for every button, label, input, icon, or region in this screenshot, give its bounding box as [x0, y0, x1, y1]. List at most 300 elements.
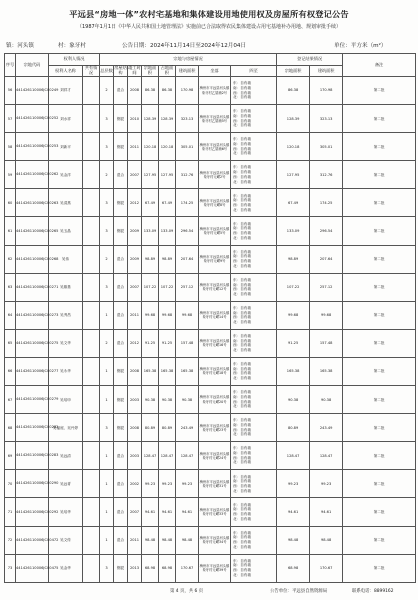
row-building-area: 296.54	[176, 217, 199, 245]
header-location: 坐落	[199, 66, 231, 77]
town-label: 镇：河头镇	[6, 43, 34, 49]
row-footprint: 127.95	[159, 161, 176, 189]
row-reg-land-area: 98.48	[277, 526, 310, 554]
row-building-area: 312.76	[176, 161, 199, 189]
row-land-area: 98.48	[142, 526, 159, 554]
row-code: 441426110006JC00283	[16, 442, 49, 470]
row-holder-name: 吴秀昌	[49, 301, 83, 329]
row-building-area: 99.23	[176, 470, 199, 498]
row-completed: 2009	[128, 245, 142, 273]
boundary-line: 东：自有墙	[233, 446, 251, 451]
table-row	[5, 470, 416, 498]
boundary-line: 南：自有墙	[233, 170, 251, 175]
row-seq: 71	[5, 498, 16, 526]
boundary-line: 北：自有墙	[233, 404, 251, 409]
row-remarks: 第二批	[343, 357, 416, 385]
row-land-area: 133.09	[142, 217, 159, 245]
row-total-floors: 2	[100, 245, 114, 273]
row-structure: 钢混	[114, 105, 128, 133]
boundary-line: 西：自有墙	[233, 511, 251, 516]
row-remarks: 第二批	[343, 161, 416, 189]
row-location: 梅州市平远县河头镇象牙村乙屋埔6号	[199, 133, 231, 161]
row-location: 梅州市平远县河头镇象牙村元嵊34号	[199, 526, 231, 554]
row-reg-land-area: 128.39	[277, 105, 310, 133]
row-code: 441426110006JC00472	[16, 526, 49, 554]
row-total-floors: 3	[100, 414, 114, 442]
row-reg-building-area: 323.13	[310, 105, 343, 133]
row-holder-name: 吴玉晶	[49, 217, 83, 245]
row-location: 梅州市平远县河头镇象牙村元嵊9号	[199, 245, 231, 273]
boundary-line: 南：自有墙	[233, 451, 251, 456]
row-footprint: 91.25	[159, 329, 176, 357]
boundary-line: 西：自有墙	[233, 399, 251, 404]
row-code: 441426110006JC00263	[16, 189, 49, 217]
row-boundary	[231, 77, 277, 105]
boundary-line: 西：自有墙	[233, 540, 251, 545]
row-co-owner	[83, 414, 100, 442]
row-holder-name: 吴远青	[49, 470, 83, 498]
table-row	[5, 105, 416, 133]
header-land-area: 宗地面积	[142, 66, 159, 77]
row-location: 梅州市平远县河头镇象牙村乙屋埔2号	[199, 77, 231, 105]
row-reg-land-area: 67.49	[277, 189, 310, 217]
table-row	[5, 442, 416, 470]
boundary-line: 东：自有墙	[233, 334, 251, 339]
boundary-line: 南：自有墙	[233, 394, 251, 399]
boundary-line: 西：自有墙	[233, 427, 251, 432]
boundary-line: 北：自有墙	[233, 151, 251, 156]
row-reg-land-area: 86.38	[277, 77, 310, 105]
row-code: 441426110006JC00277	[16, 357, 49, 385]
boundary-line: 南：自有墙	[233, 366, 251, 371]
table-row	[5, 554, 416, 582]
boundary-line: 东：自有墙	[233, 137, 251, 142]
row-structure: 混合	[114, 245, 128, 273]
row-location: 梅州市平远县河头镇象牙村元嵊2号	[199, 161, 231, 189]
row-land-area: 80.89	[142, 414, 159, 442]
row-holder-name: 吴文华	[49, 329, 83, 357]
row-seq: 68	[5, 414, 16, 442]
row-building-area: 323.13	[176, 105, 199, 133]
boundary-line: 东：自有墙	[233, 530, 251, 535]
boundary-line: 西：自有墙	[233, 202, 251, 207]
row-remarks: 第二批	[343, 442, 416, 470]
row-reg-building-area: 99.23	[310, 470, 343, 498]
boundary-line: 北：自有墙	[233, 376, 251, 381]
row-location: 梅州市平远县河头镇象牙村元嵊16号	[199, 329, 231, 357]
row-land-area: 99.68	[142, 301, 159, 329]
row-co-owner	[83, 133, 100, 161]
boundary-line: 西：自有墙	[233, 568, 251, 573]
row-land-area: 128.39	[142, 105, 159, 133]
boundary-line: 南：自有墙	[233, 507, 251, 512]
boundary-line: 北：自有墙	[233, 235, 251, 240]
row-remarks: 第二批	[343, 273, 416, 301]
row-completed: 2008	[128, 77, 142, 105]
row-co-owner	[83, 329, 100, 357]
row-reg-land-area: 80.89	[277, 414, 310, 442]
row-structure: 钢混	[114, 414, 128, 442]
row-land-area: 120.18	[142, 133, 159, 161]
row-completed: 2011	[128, 301, 142, 329]
row-footprint: 99.23	[159, 470, 176, 498]
row-boundary	[231, 357, 277, 385]
row-boundary	[231, 161, 277, 189]
row-footprint: 90.38	[159, 386, 176, 414]
boundary-line: 西：自有墙	[233, 315, 251, 320]
row-reg-building-area: 296.54	[310, 217, 343, 245]
row-reg-land-area: 133.09	[277, 217, 310, 245]
boundary-line: 北：自有墙	[233, 516, 251, 521]
row-seq: 58	[5, 133, 16, 161]
boundary-line: 西：自有墙	[233, 231, 251, 236]
row-total-floors: 1	[100, 526, 114, 554]
row-co-owner	[83, 498, 100, 526]
row-location: 梅州市平远县河头镇象牙村元嵊24号	[199, 442, 231, 470]
row-holder-name: 吴金洋	[49, 161, 83, 189]
row-boundary	[231, 245, 277, 273]
row-land-area: 98.89	[142, 245, 159, 273]
row-reg-land-area: 91.25	[277, 329, 310, 357]
row-completed: 2012	[128, 329, 142, 357]
boundary-line: 东：自有墙	[233, 221, 251, 226]
boundary-line: 南：自有墙	[233, 226, 251, 231]
unit-label: 单位：平方米（m²）	[334, 43, 387, 49]
row-reg-land-area: 120.18	[277, 133, 310, 161]
row-total-floors: 2	[100, 161, 114, 189]
row-building-area: 257.12	[176, 273, 199, 301]
boundary-line: 东：自有墙	[233, 193, 251, 198]
header-boundary: 四至	[231, 66, 277, 77]
row-completed: 2011	[128, 133, 142, 161]
row-land-area: 94.61	[142, 498, 159, 526]
table-row	[5, 77, 416, 105]
row-reg-building-area: 90.38	[310, 386, 343, 414]
row-completed: 2007	[128, 161, 142, 189]
row-boundary	[231, 526, 277, 554]
row-footprint: 68.98	[159, 554, 176, 582]
row-total-floors: 1	[100, 470, 114, 498]
boundary-line: 西：自有墙	[233, 259, 251, 264]
row-reg-building-area: 165.38	[310, 357, 343, 385]
row-total-floors: 3	[100, 133, 114, 161]
row-co-owner	[83, 526, 100, 554]
row-footprint: 98.89	[159, 245, 176, 273]
header-rights-holder: 权利人情况	[49, 54, 100, 66]
row-total-floors: 3	[100, 273, 114, 301]
header-footprint: 占地面积	[159, 66, 176, 77]
row-building-area: 165.38	[176, 357, 199, 385]
row-holder-name: 吴伟	[49, 245, 83, 273]
row-footprint: 120.18	[159, 133, 176, 161]
row-code: 441426110006JC00249	[16, 77, 49, 105]
header-seq: 序号	[5, 54, 16, 77]
row-structure: 混合	[114, 329, 128, 357]
boundary-line: 东：自有墙	[233, 418, 251, 423]
boundary-line: 西：自有墙	[233, 483, 251, 488]
row-boundary	[231, 189, 277, 217]
boundary-line: 南：自有墙	[233, 142, 251, 147]
row-reg-land-area: 90.38	[277, 386, 310, 414]
row-building-area: 128.47	[176, 442, 199, 470]
row-seq: 66	[5, 357, 16, 385]
row-reg-building-area: 170.98	[310, 77, 343, 105]
row-holder-name: 吴永华	[49, 357, 83, 385]
table-row	[5, 414, 416, 442]
row-footprint: 86.38	[159, 77, 176, 105]
village-label: 村：象牙村	[58, 43, 86, 49]
row-seq: 73	[5, 554, 16, 582]
boundary-line: 北：自有墙	[233, 95, 251, 100]
table-row	[5, 273, 416, 301]
row-structure: 钢混	[114, 217, 128, 245]
row-completed: 2002	[128, 470, 142, 498]
period-label: 公告日期：2024年11月14日至2024年12月04日	[122, 43, 247, 49]
row-building-area: 99.68	[176, 301, 199, 329]
row-reg-land-area: 107.22	[277, 273, 310, 301]
row-completed: 2009	[128, 217, 142, 245]
boundary-line: 南：自有墙	[233, 113, 251, 118]
row-boundary	[231, 386, 277, 414]
row-code: 441426110006JC00475	[16, 554, 49, 582]
row-seq: 60	[5, 189, 16, 217]
header-completed: 竣工时间	[128, 65, 141, 75]
row-total-floors: 1	[100, 498, 114, 526]
row-co-owner	[83, 301, 100, 329]
row-total-floors: 1	[100, 357, 114, 385]
row-remarks: 第二批	[343, 133, 416, 161]
row-building-area: 98.48	[176, 526, 199, 554]
table-row	[5, 133, 416, 161]
row-seq: 56	[5, 77, 16, 105]
row-reg-building-area: 170.67	[310, 554, 343, 582]
row-land-area: 67.49	[142, 189, 159, 217]
row-holder-name: 吴金华	[49, 554, 83, 582]
row-reg-building-area: 99.68	[310, 301, 343, 329]
table-row	[5, 301, 416, 329]
boundary-line: 东：自有墙	[233, 390, 251, 395]
boundary-line: 东：自有墙	[233, 109, 251, 114]
row-code: 441426110006JC00262	[16, 161, 49, 189]
row-remarks: 第二批	[343, 217, 416, 245]
row-co-owner	[83, 470, 100, 498]
row-seq: 65	[5, 329, 16, 357]
row-completed: 2010	[128, 105, 142, 133]
row-building-area: 174.25	[176, 189, 199, 217]
page-number: 第 4 页，共 6 页	[170, 589, 204, 594]
table-row	[5, 357, 416, 385]
row-holder-name: 吴文传	[49, 526, 83, 554]
row-boundary	[231, 498, 277, 526]
row-co-owner	[83, 245, 100, 273]
row-building-area: 305.01	[176, 133, 199, 161]
row-code: 441426110006JC00282	[16, 414, 49, 442]
row-location: 梅州市平远县河头镇象牙村元嵊14号	[199, 301, 231, 329]
row-reg-building-area: 305.01	[310, 133, 343, 161]
row-structure: 钢混	[114, 189, 128, 217]
row-structure: 混合	[114, 161, 128, 189]
row-location: 梅州市平远县河头镇象牙村元嵊31号	[199, 470, 231, 498]
boundary-line: 北：自有墙	[233, 544, 251, 549]
row-location: 梅州市平远县河头镇象牙村元嵊5号	[199, 217, 231, 245]
boundary-line: 北：自有墙	[233, 432, 251, 437]
row-remarks: 第二批	[343, 470, 416, 498]
row-boundary	[231, 414, 277, 442]
row-seq: 69	[5, 442, 16, 470]
row-remarks: 第二批	[343, 77, 416, 105]
boundary-line: 东：自有墙	[233, 474, 251, 479]
row-building-area: 94.61	[176, 498, 199, 526]
row-remarks: 第二批	[343, 526, 416, 554]
row-code: 441426110006JC00292	[16, 498, 49, 526]
row-holder-name: 刘新平	[49, 133, 83, 161]
row-completed: 2003	[128, 442, 142, 470]
boundary-line: 北：自有墙	[233, 348, 251, 353]
row-code: 441426110006JC00273	[16, 301, 49, 329]
row-reg-land-area: 99.68	[277, 301, 310, 329]
boundary-line: 南：自有墙	[233, 282, 251, 287]
row-boundary	[231, 442, 277, 470]
row-seq: 70	[5, 470, 16, 498]
row-building-area: 170.98	[176, 77, 199, 105]
row-land-area: 91.25	[142, 329, 159, 357]
row-holder-name: 吴培申	[49, 386, 83, 414]
row-total-floors: 3	[100, 105, 114, 133]
page-title: 平远县“房地一体”农村宅基地和集体建设用地使用权及房屋所有权登记公告	[69, 9, 349, 19]
row-structure: 钢混	[114, 357, 128, 385]
row-code: 441426110006JC00252	[16, 105, 49, 133]
row-remarks: 第二批	[343, 105, 416, 133]
row-reg-land-area: 128.47	[277, 442, 310, 470]
row-code: 441426110006JC00290	[16, 470, 49, 498]
table-row	[5, 329, 416, 357]
row-land-area: 127.95	[142, 161, 159, 189]
boundary-line: 西：自有墙	[233, 146, 251, 151]
row-location: 梅州市平远县河头镇象牙村元嵊12号	[199, 273, 231, 301]
row-seq: 67	[5, 386, 16, 414]
header-reg-building-area: 建筑面积	[310, 66, 343, 77]
boundary-line: 北：自有墙	[233, 263, 251, 268]
row-total-floors: 3	[100, 217, 114, 245]
header-holder-name: 权利人名称	[49, 66, 83, 77]
row-land-area: 128.47	[142, 442, 159, 470]
row-reg-land-area: 165.38	[277, 357, 310, 385]
row-seq: 64	[5, 301, 16, 329]
row-boundary	[231, 273, 277, 301]
row-footprint: 94.61	[159, 498, 176, 526]
row-remarks: 第二批	[343, 554, 416, 582]
row-co-owner	[83, 554, 100, 582]
row-completed: 2012	[128, 189, 142, 217]
row-structure: 混合	[114, 273, 128, 301]
page-subtitle: （1987年1月1日《中华人民共和国土地管理法》实施前已合法取得农民集体建设占用宅基地补办用地、规划审批手续）	[76, 24, 342, 30]
row-holder-name: 刘祥才	[49, 77, 83, 105]
row-holder-name: 吴远清	[49, 442, 83, 470]
boundary-line: 西：自有墙	[233, 90, 251, 95]
boundary-line: 南：自有墙	[233, 535, 251, 540]
row-boundary	[231, 329, 277, 357]
row-remarks: 第二批	[343, 386, 416, 414]
row-holder-name: 刘水祥	[49, 105, 83, 133]
boundary-line: 东：自有墙	[233, 558, 251, 563]
boundary-line: 西：自有墙	[233, 371, 251, 376]
row-holder-name: 吴雄基	[49, 273, 83, 301]
row-total-floors: 1	[100, 386, 114, 414]
row-completed: 2008	[128, 357, 142, 385]
table-row	[5, 189, 416, 217]
boundary-line: 东：自有墙	[233, 81, 251, 86]
row-seq: 72	[5, 526, 16, 554]
row-reg-land-area: 68.98	[277, 554, 310, 582]
boundary-line: 南：自有墙	[233, 423, 251, 427]
row-code: 441426110006JC00253	[16, 133, 49, 161]
table-row	[5, 217, 416, 245]
row-location: 梅州市平远县河头镇象牙村乙屋埔5号	[199, 105, 231, 133]
row-structure: 混合	[114, 526, 128, 554]
row-land-area: 86.38	[142, 77, 159, 105]
row-footprint: 67.49	[159, 189, 176, 217]
table-row	[5, 245, 416, 273]
row-reg-building-area: 243.49	[310, 414, 343, 442]
row-holder-name: 吴福庭、吴丹婷	[49, 414, 83, 442]
row-seq: 62	[5, 245, 16, 273]
row-reg-building-area: 174.25	[310, 189, 343, 217]
row-reg-building-area: 157.48	[310, 329, 343, 357]
row-remarks: 第二批	[343, 189, 416, 217]
row-total-floors: 2	[100, 77, 114, 105]
row-total-floors: 1	[100, 442, 114, 470]
row-co-owner	[83, 77, 100, 105]
boundary-line: 东：自有墙	[233, 305, 251, 310]
boundary-line: 南：自有墙	[233, 254, 251, 259]
row-structure: 混合	[114, 442, 128, 470]
registration-table	[4, 53, 416, 583]
header-structure: 房屋结构	[114, 65, 127, 75]
boundary-line: 东：自有墙	[233, 165, 251, 170]
row-building-area: 157.48	[176, 329, 199, 357]
row-reg-land-area: 99.23	[277, 470, 310, 498]
row-boundary	[231, 217, 277, 245]
row-total-floors: 3	[100, 554, 114, 582]
row-seq: 63	[5, 273, 16, 301]
row-structure: 混合	[114, 77, 128, 105]
row-reg-building-area: 94.61	[310, 498, 343, 526]
row-footprint: 98.48	[159, 526, 176, 554]
row-building-area: 207.64	[176, 245, 199, 273]
boundary-line: 南：自有墙	[233, 479, 251, 484]
row-reg-land-area: 94.61	[277, 498, 310, 526]
row-structure: 钢混	[114, 386, 128, 414]
row-code: 441426110006JC00265	[16, 217, 49, 245]
row-location: 梅州市平远县河头镇象牙村元嵊23号	[199, 414, 231, 442]
row-seq: 59	[5, 161, 16, 189]
row-completed: 2008	[128, 414, 142, 442]
row-total-floors: 2	[100, 329, 114, 357]
row-code: 441426110006JC00279	[16, 386, 49, 414]
boundary-line: 南：自有墙	[233, 563, 251, 568]
row-co-owner	[83, 161, 100, 189]
row-holder-name: 吴清燕	[49, 189, 83, 217]
header-building-area: 建筑面积	[176, 66, 199, 77]
row-boundary	[231, 105, 277, 133]
header-co-owner: 共有情况	[83, 66, 100, 77]
row-boundary	[231, 301, 277, 329]
row-structure: 钢混	[114, 133, 128, 161]
row-remarks: 第二批	[343, 414, 416, 442]
row-structure: 混合	[114, 301, 128, 329]
row-footprint: 80.89	[159, 414, 176, 442]
row-seq: 57	[5, 105, 16, 133]
